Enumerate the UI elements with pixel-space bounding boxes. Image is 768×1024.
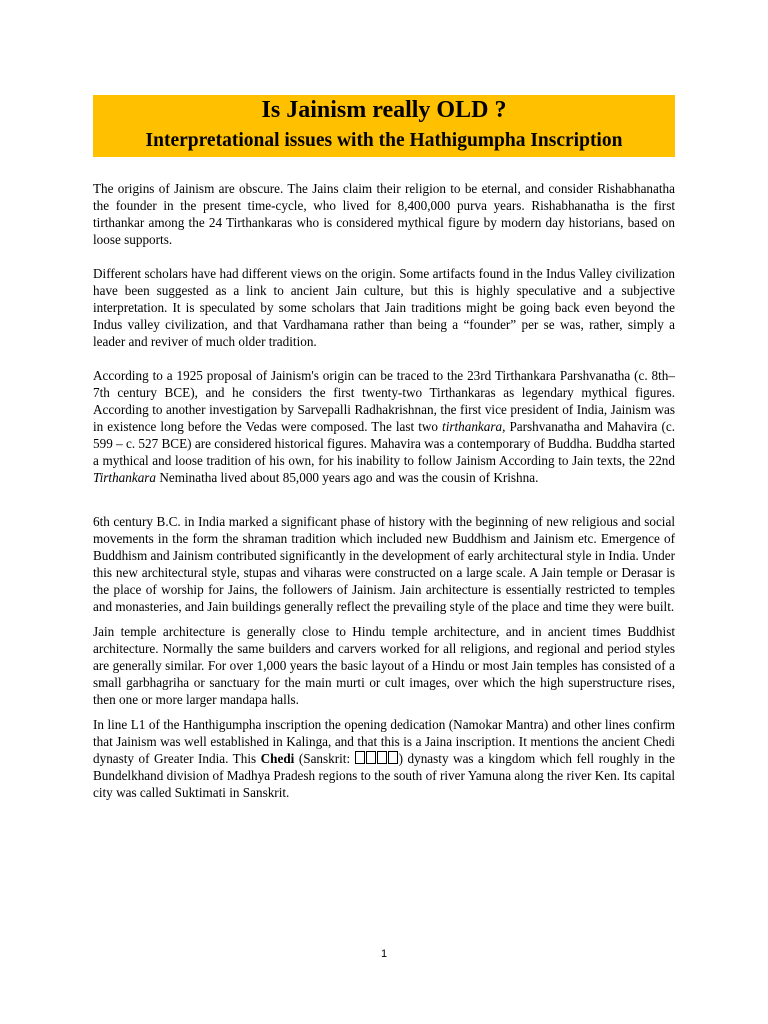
- paragraph-inscription: [93, 716, 675, 801]
- document-body: [93, 180, 675, 801]
- title-banner: [93, 95, 675, 157]
- page-number: 1: [380, 948, 388, 960]
- paragraph-origins: The origins of Jainism are obscure. The Jains claim their religion to be eternal, and consider Rishabhanatha the founder in the present time-cycle, who lived for 8,400,000 purva years. Rishabhanatha is the first tirthankar among the 24 Tirthankaras who is considered mythical figure by modern day historians, based on loose supports.: [93, 181, 675, 247]
- paragraph-proposal: [93, 367, 675, 486]
- page-title: Is Jainism really OLD ?: [261, 97, 507, 123]
- paragraph-proposal-part-a: According to a 1925 proposal of Jainism's origin can be traced to the 23rd Tirthankara Parshvanatha (c. 8th–7th century BCE), and he considers the first twenty-two Tirthankaras as legendary mythical figures. According to another investigation by Sarvepalli Radhakrishnan, the first vice president of India, Jainism was in existence long before the Vedas were composed. The last two: [93, 368, 675, 434]
- paragraph-scholars: Different scholars have had different views on the origin. Some artifacts found in the Indus Valley civilization have been suggested as a link to ancient Jain culture, but this is highly speculative and a subjective interpretation. It is speculated by some scholars that Jain traditions might be going back even beyond the Indus valley civilization, and that Vardhamana rather than being a “founder” per se was, rather, simply a leader and reviver of much older tradition.: [93, 266, 675, 349]
- italic-term-tirthankara: tirthankara: [442, 419, 503, 434]
- paragraph-proposal-part-b: , Parshvanatha and Mahavira (c. 599 – c. 527 BCE) are considered historical figures. Mahavira was a contemporary of Buddha. Buddha started a mythical and loose tradition of his own, for his inability to follow Jainism According to Jain texts, the 22nd: [93, 419, 675, 468]
- italic-term-tirthankara-2: Tirthankara: [93, 470, 157, 485]
- paragraph-proposal-part-c: Neminatha lived about 85,000 years ago and was the cousin of Krishna.: [156, 470, 539, 485]
- paragraph-inscription-part-a: In line L1 of the Hanthigumpha inscription the opening dedication (Namokar Mantra) and other lines confirm that Jainism was well established in Kalinga, and that this is a Jaina inscription. It mentions the ancient Chedi dynasty of Greater India. This: [93, 717, 675, 766]
- page-subtitle: Interpretational issues with the Hathigumpha Inscription: [145, 130, 623, 151]
- bold-term-chedi: Chedi: [260, 751, 295, 766]
- paragraph-sixth-century: 6th century B.C. in India marked a significant phase of history with the beginning of new religious and social movements in the form the shraman tradition which included new Buddhism and Jainism etc. Emergence of Buddhism and Jainism contributed significantly in the development of early architectural style in India. Under this new architectural style, stupas and viharas were constructed on a large scale. A Jain temple or Derasar is the place of worship for Jains, the followers of Jainism. Jain architecture is essentially restricted to temples and monasteries, and Jain buildings generally reflect the prevailing style of the place and time they were built.: [93, 514, 675, 614]
- paragraph-inscription-part-b: (Sanskrit:: [294, 751, 355, 766]
- paragraph-inscription-part-c: ) dynasty was a kingdom which fell roughly in the Bundelkhand division of Madhya Pradesh regions to the south of river Yamuna along the river Ken. Its capital city was called Suktimati in Sanskrit.: [93, 751, 675, 800]
- missing-glyph-icon: [355, 751, 399, 766]
- paragraph-temple-architecture: Jain temple architecture is generally close to Hindu temple architecture, and in ancient times Buddhist architecture. Normally the same builders and carvers worked for all religions, and regional and period styles are generally similar. For over 1,000 years the basic layout of a Hindu or most Jain temples has consisted of a small garbhagriha or sanctuary for the main murti or cult images, over which the high superstructure rises, then one or more larger mandapa halls.: [93, 624, 675, 707]
